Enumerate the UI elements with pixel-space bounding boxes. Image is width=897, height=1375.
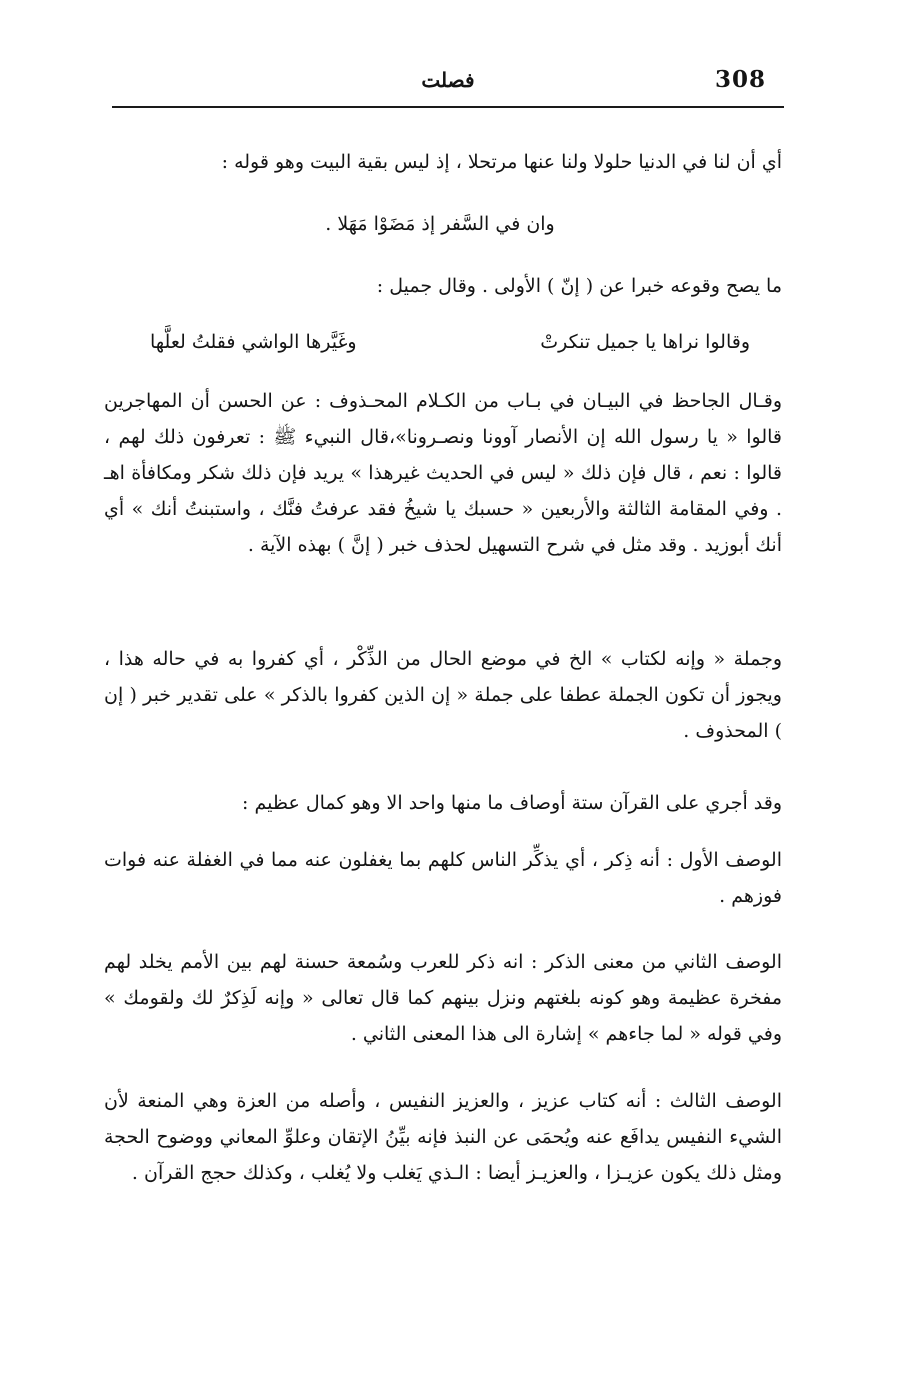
paragraph-7: الوصف الثاني من معنى الذكر : انه ذكر للعرب وسُمعة حسنة لهم بين الأمم يخلد لهم مفخرة عظيمة وهو كونه بلغتهم ونزل بينهم كما قال تعالى « وإنه لَذِكرٌ لك ولقومك » وفي قوله « لما جاءهم » إشارة الى هذا المعنى الثاني . bbox=[104, 951, 782, 1045]
page-header bbox=[112, 62, 784, 106]
paragraph-6: الوصف الأول : أنه ذِكر ، أي يذكِّر الناس كلهم بما يغفلون عنه مما في الغفلة عنه فوات فوزهم . bbox=[104, 849, 782, 907]
verse-second-hemistich: وغَيَّرها الواشي فقلتُ لعلَّها bbox=[150, 331, 357, 353]
paragraph-1: أي أن لنا في الدنيا حلولا ولنا عنها مرتحلا ، إذ ليس بقية البيت وهو قوله : bbox=[221, 151, 782, 173]
paragraph-3: وقـال الجاحظ في البيـان في بـاب من الكـلام المحـذوف : عن الحسن أن المهاجرين قالوا « يا رسول الله إن الأنصار آوونا ونصـرونا»،قال النبيء ﷺ : تعرفون ذلك لهم ، قالوا : نعم ، قال فإن ذلك « ليس في الحديث غيرهذا » يريد فإن ذلك شكر ومكافأة اهـ . وفي المقامة الثالثة والأربعين « حسبك يا شيخُ فقد عرفتُ فنَّك ، واستبنتُ أنك » أي أنك أبوزيد . وقد مثل في شرح التسهيل لحذف خبر ( إنَّ ) بهذه الآية . bbox=[104, 390, 782, 556]
paragraph-2: ما يصح وقوعه خبرا عن ( إنّ ) الأولى . وقال جميل : bbox=[376, 275, 782, 297]
paragraph-4: وجملة « وإنه لكتاب » الخ في موضع الحال من الذِّكْر ، أي كفروا به في حاله هذا ، ويجوز أن تكون الجملة عطفا على جملة « إن الذين كفروا بالذكر » على تقدير خبر ( إن ) المحذوف . bbox=[104, 648, 782, 742]
page-number: 308 bbox=[714, 66, 766, 93]
verse-continuation: وان في السَّفر إذ مَضَوْا مَهَلا . bbox=[325, 213, 555, 235]
paragraph-5: وقد أجري على القرآن ستة أوصاف ما منها واحد الا وهو كمال عظيم : bbox=[242, 792, 782, 814]
header-rule bbox=[112, 106, 784, 108]
poetry-verse bbox=[150, 324, 750, 360]
verse-first-hemistich: وقالوا نراها يا جميل تنكرتْ bbox=[540, 331, 750, 353]
running-title: فصلت bbox=[421, 68, 475, 92]
paragraph-8: الوصف الثالث : أنه كتاب عزيز ، والعزيز النفيس ، وأصله من العزة وهي المنعة لأن الشيء النفيس يدافَع عنه ويُحمَى عن النبذ فإنه بيِّنُ الإتقان وعلوِّ المعاني ووضوح الحجة ومثل ذلك يكون عزيـزا ، والعزيـز أيضا : الـذي يَغلب ولا يُغلب ، وكذلك حجج القرآن . bbox=[104, 1090, 782, 1184]
